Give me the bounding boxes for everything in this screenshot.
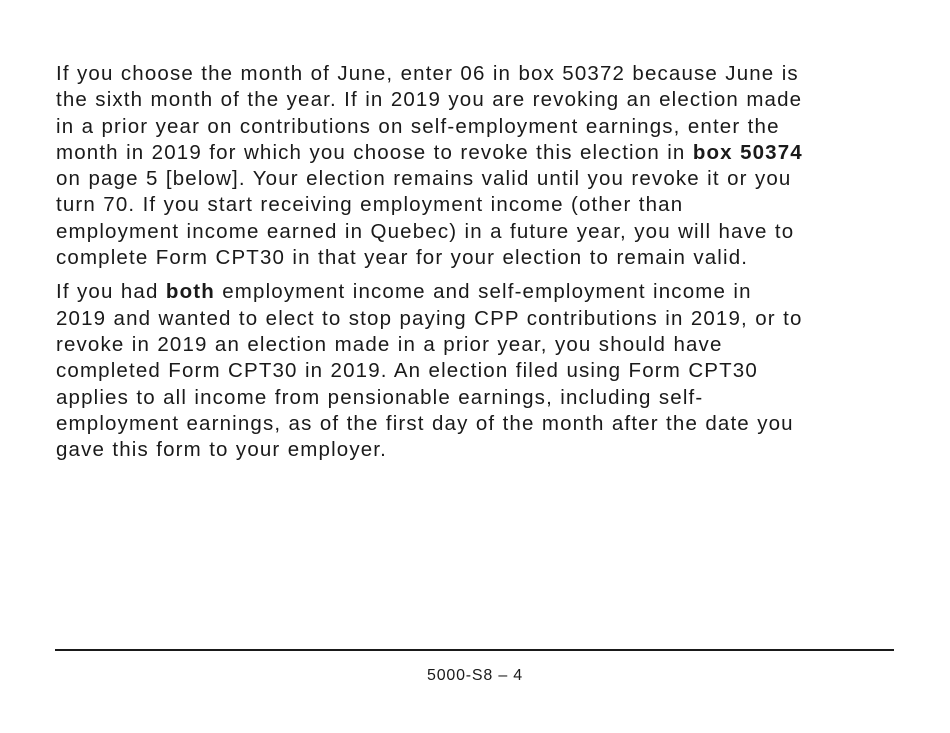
text-line — [56, 114, 916, 140]
text-line — [56, 61, 916, 87]
text-segment: the sixth month of the year. If in 2019 you are revoking an election made — [56, 88, 803, 112]
text-segment: employment income earned in Quebec) in a future year, you will have to — [56, 219, 795, 243]
page-number-label: 5000-S8 – 4 — [427, 667, 523, 684]
footer-divider — [55, 649, 894, 651]
text-line — [56, 192, 916, 218]
text-line — [56, 411, 916, 437]
document-body — [56, 61, 916, 463]
paragraph-june-election — [56, 61, 916, 271]
text-line — [56, 219, 916, 245]
text-segment: If you had — [56, 280, 166, 304]
text-line — [56, 279, 916, 305]
text-segment: in a prior year on contributions on self-employment earnings, enter the — [56, 114, 780, 138]
text-segment: gave this form to your employer. — [56, 438, 387, 462]
text-line — [56, 332, 916, 358]
text-line — [56, 437, 916, 463]
text-line — [56, 306, 916, 332]
paragraph-both-incomes — [56, 279, 916, 463]
text-line — [56, 385, 916, 411]
text-segment: applies to all income from pensionable earnings, including self- — [56, 385, 704, 409]
text-segment: employment earnings, as of the first day of the month after the date you — [56, 411, 794, 435]
text-segment: on page 5 [below]. Your election remains valid until you revoke it or you — [56, 167, 792, 191]
text-line — [56, 245, 916, 271]
text-segment: completed Form CPT30 in 2019. An election filed using Form CPT30 — [56, 359, 758, 383]
text-segment: If you choose the month of June, enter 06 in box 50372 because June is — [56, 62, 799, 85]
text-segment: employment income and self-employment income in — [214, 280, 752, 304]
text-line — [56, 87, 916, 113]
text-segment: revoke in 2019 an election made in a prior year, you should have — [56, 332, 723, 356]
bold-box-reference: box 50374 — [692, 140, 803, 164]
bold-emphasis: both — [165, 280, 215, 304]
text-line — [56, 140, 916, 166]
text-line — [56, 166, 916, 192]
text-segment: month in 2019 for which you choose to revoke this election in — [56, 140, 693, 164]
text-line — [56, 358, 916, 384]
text-segment: turn 70. If you start receiving employment income (other than — [56, 193, 684, 217]
text-segment: 2019 and wanted to elect to stop paying CPP contributions in 2019, or to — [56, 306, 803, 330]
page-footer — [0, 667, 950, 685]
text-segment: complete Form CPT30 in that year for your election to remain valid. — [56, 246, 749, 270]
